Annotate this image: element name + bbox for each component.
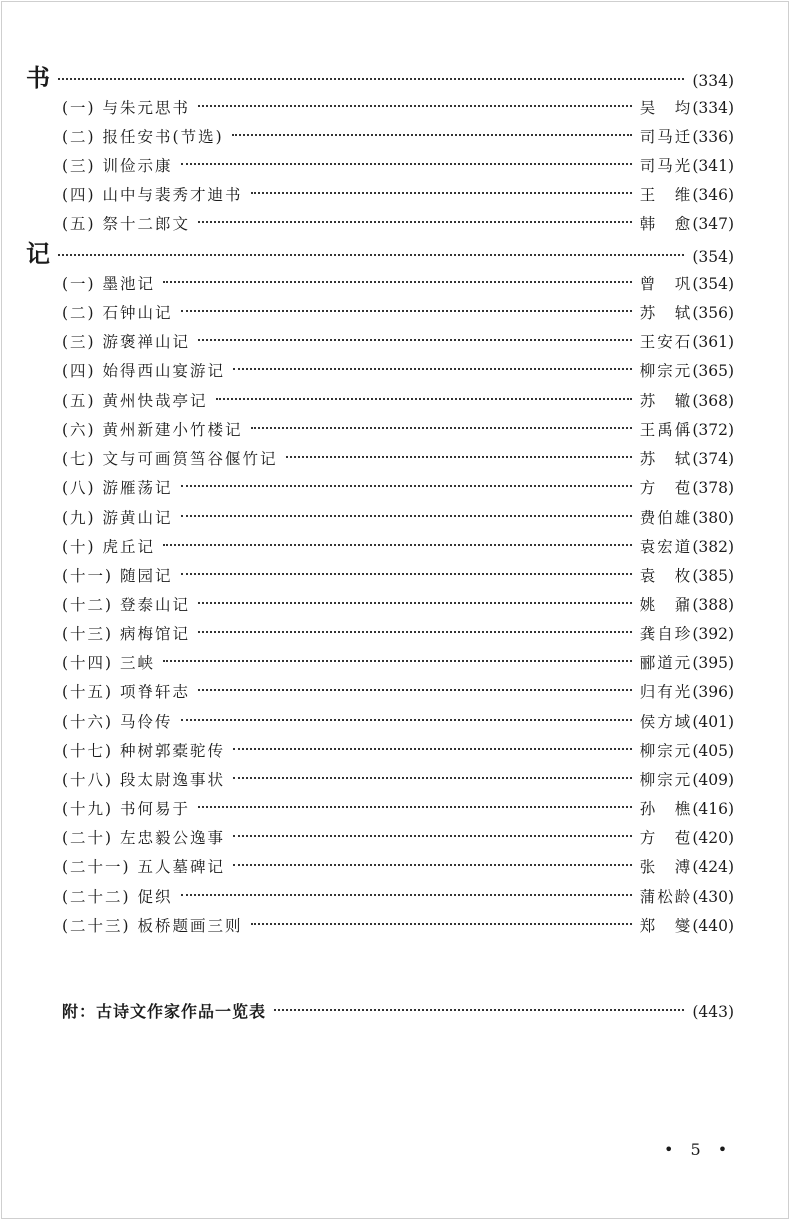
toc-entry[interactable] — [62, 678, 734, 706]
toc-entry[interactable] — [62, 474, 734, 502]
toc-entry[interactable] — [62, 328, 734, 356]
entry-author: 侯方域 — [639, 713, 693, 731]
toc-entry[interactable] — [62, 387, 734, 415]
entry-title: (五) 祭十二郎文 — [62, 215, 191, 233]
entry-title: (十八) 段太尉逸事状 — [62, 771, 226, 789]
toc-entry[interactable] — [62, 299, 734, 327]
page-ref: (385) — [692, 567, 734, 585]
dot-leader — [274, 1009, 684, 1011]
dot-leader — [233, 864, 632, 866]
entry-title: (二) 石钟山记 — [62, 304, 173, 322]
entry-title: (十) 虎丘记 — [62, 538, 156, 556]
entry-author: 方 苞 — [639, 479, 693, 497]
page-ref: (368) — [692, 392, 734, 410]
entry-author: 苏 辙 — [639, 392, 693, 410]
entry-title: (三) 训俭示康 — [62, 157, 173, 175]
page-ref: (395) — [692, 654, 734, 672]
entry-title: (四) 始得西山宴游记 — [62, 362, 226, 380]
page-ref: (361) — [692, 333, 734, 351]
toc-entry[interactable] — [62, 649, 734, 677]
dot-leader — [181, 719, 632, 721]
toc-entry[interactable] — [62, 737, 734, 765]
page-ref: (405) — [692, 742, 734, 760]
toc-entry[interactable] — [62, 504, 734, 532]
entry-author: 龚自珍 — [639, 625, 693, 643]
entry-author: 吴 均 — [639, 99, 693, 117]
page-ref: (372) — [692, 421, 734, 439]
page-ref: (354) — [692, 248, 734, 266]
page-ref: (378) — [692, 479, 734, 497]
dot-leader — [198, 221, 632, 223]
page-ref: (430) — [692, 888, 734, 906]
toc-entry[interactable] — [62, 416, 734, 444]
toc-entry[interactable] — [62, 123, 734, 151]
page-number: • 5 • — [664, 1140, 734, 1159]
entry-author: 柳宗元 — [639, 771, 693, 789]
toc-entry[interactable] — [62, 824, 734, 852]
dot-leader — [181, 163, 632, 165]
entry-title: (一) 墨池记 — [62, 275, 156, 293]
toc-entry[interactable] — [62, 270, 734, 298]
toc-entry[interactable] — [62, 853, 734, 881]
entry-title: (一) 与朱元思书 — [62, 99, 191, 117]
entry-author: 袁 枚 — [639, 567, 693, 585]
section-title: 书 — [26, 64, 50, 92]
dot-leader — [198, 105, 632, 107]
entry-author: 司马迁 — [639, 128, 693, 146]
entry-title: (十二) 登泰山记 — [62, 596, 191, 614]
toc-entry[interactable] — [62, 445, 734, 473]
entry-title: (二十一) 五人墓碑记 — [62, 858, 226, 876]
entry-author: 王 维 — [639, 186, 693, 204]
page-ref: (336) — [692, 128, 734, 146]
toc-entry[interactable] — [62, 210, 734, 238]
dot-leader — [198, 806, 632, 808]
entry-title: (八) 游雁荡记 — [62, 479, 173, 497]
toc-entry[interactable] — [62, 912, 734, 940]
dot-leader — [163, 660, 632, 662]
toc-entry[interactable] — [62, 883, 734, 911]
toc-entry[interactable] — [62, 795, 734, 823]
page-ref: (443) — [692, 1003, 734, 1021]
entry-title: (二十三) 板桥题画三则 — [62, 917, 243, 935]
entry-author: 王安石 — [639, 333, 693, 351]
entry-author: 孙 樵 — [639, 800, 693, 818]
dot-leader — [163, 281, 632, 283]
entry-title: (二十二) 促织 — [62, 888, 173, 906]
dot-leader — [233, 777, 632, 779]
toc-entry[interactable] — [62, 708, 734, 736]
page-ref: (424) — [692, 858, 734, 876]
toc-entry[interactable] — [62, 620, 734, 648]
entry-title: (二十) 左忠毅公逸事 — [62, 829, 226, 847]
dot-leader — [232, 134, 632, 136]
entry-author: 苏 轼 — [639, 450, 693, 468]
appendix-title: 附：古诗文作家作品一览表 — [62, 1002, 267, 1021]
dot-leader — [58, 78, 684, 80]
dot-leader — [233, 835, 632, 837]
dot-leader — [216, 398, 632, 400]
entry-author: 张 溥 — [639, 858, 693, 876]
page-ref: (354) — [692, 275, 734, 293]
dot-leader — [58, 254, 684, 256]
toc-entry[interactable] — [62, 152, 734, 180]
entry-title: (四) 山中与裴秀才迪书 — [62, 186, 243, 204]
page-ref: (356) — [692, 304, 734, 322]
section-title: 记 — [26, 240, 50, 268]
entry-author: 姚 鼐 — [639, 596, 693, 614]
entry-title: (十五) 项脊轩志 — [62, 683, 191, 701]
page-ref: (382) — [692, 538, 734, 556]
entry-title: (二) 报任安书(节选) — [62, 128, 224, 146]
entry-title: (十七) 种树郭橐驼传 — [62, 742, 226, 760]
page-ref: (341) — [692, 157, 734, 175]
page-ref: (334) — [692, 99, 734, 117]
page-ref: (392) — [692, 625, 734, 643]
dot-leader — [198, 602, 632, 604]
dot-leader — [251, 192, 632, 194]
toc-entry[interactable] — [62, 181, 734, 209]
dot-leader — [163, 544, 632, 546]
dot-leader — [198, 631, 632, 633]
dot-leader — [181, 573, 632, 575]
entry-author: 方 苞 — [639, 829, 693, 847]
entry-author: 归有光 — [639, 683, 693, 701]
page-ref: (365) — [692, 362, 734, 380]
toc-entry[interactable] — [62, 94, 734, 122]
dot-leader — [181, 310, 632, 312]
page-ref: (396) — [692, 683, 734, 701]
entry-author: 柳宗元 — [639, 742, 693, 760]
page-ref: (409) — [692, 771, 734, 789]
dot-leader — [198, 689, 632, 691]
entry-author: 司马光 — [639, 157, 693, 175]
appendix-entry[interactable] — [62, 998, 734, 1026]
page-ref: (347) — [692, 215, 734, 233]
section-heading-ji[interactable] — [26, 240, 734, 268]
entry-title: (三) 游褒禅山记 — [62, 333, 191, 351]
entry-title: (十九) 书何易于 — [62, 800, 191, 818]
toc-entry[interactable] — [62, 591, 734, 619]
entry-title: (十一) 随园记 — [62, 567, 173, 585]
entry-author: 曾 巩 — [639, 275, 693, 293]
section-heading-shu[interactable] — [26, 64, 734, 92]
page-ref: (401) — [692, 713, 734, 731]
entry-title: (九) 游黄山记 — [62, 509, 173, 527]
entry-author: 王禹偁 — [639, 421, 693, 439]
entry-author: 郑 燮 — [639, 917, 693, 935]
page-ref: (374) — [692, 450, 734, 468]
toc-entry[interactable] — [62, 562, 734, 590]
page-ref: (440) — [692, 917, 734, 935]
page-ref: (334) — [692, 72, 734, 90]
dot-leader — [286, 456, 632, 458]
entry-author: 柳宗元 — [639, 362, 693, 380]
page-ref: (420) — [692, 829, 734, 847]
dot-leader — [181, 485, 632, 487]
dot-leader — [181, 515, 632, 517]
entry-author: 郦道元 — [639, 654, 693, 672]
entry-title: (十六) 马伶传 — [62, 713, 173, 731]
entry-title: (十三) 病梅馆记 — [62, 625, 191, 643]
dot-leader — [233, 368, 632, 370]
toc-entry[interactable] — [62, 357, 734, 385]
entry-author: 袁宏道 — [639, 538, 693, 556]
toc-entry[interactable] — [62, 766, 734, 794]
dot-leader — [181, 894, 632, 896]
dot-leader — [251, 923, 632, 925]
dot-leader — [198, 339, 632, 341]
entry-author: 苏 轼 — [639, 304, 693, 322]
entry-author: 费伯雄 — [639, 509, 693, 527]
page-ref: (388) — [692, 596, 734, 614]
dot-leader — [251, 427, 632, 429]
page-ref: (380) — [692, 509, 734, 527]
entry-author: 韩 愈 — [639, 215, 693, 233]
dot-leader — [233, 748, 632, 750]
page-ref: (346) — [692, 186, 734, 204]
entry-title: (七) 文与可画筼筜谷偃竹记 — [62, 450, 278, 468]
page-ref: (416) — [692, 800, 734, 818]
toc-entry[interactable] — [62, 533, 734, 561]
entry-author: 蒲松龄 — [639, 888, 693, 906]
entry-title: (六) 黄州新建小竹楼记 — [62, 421, 243, 439]
entry-title: (五) 黄州快哉亭记 — [62, 392, 208, 410]
entry-title: (十四) 三峡 — [62, 654, 156, 672]
